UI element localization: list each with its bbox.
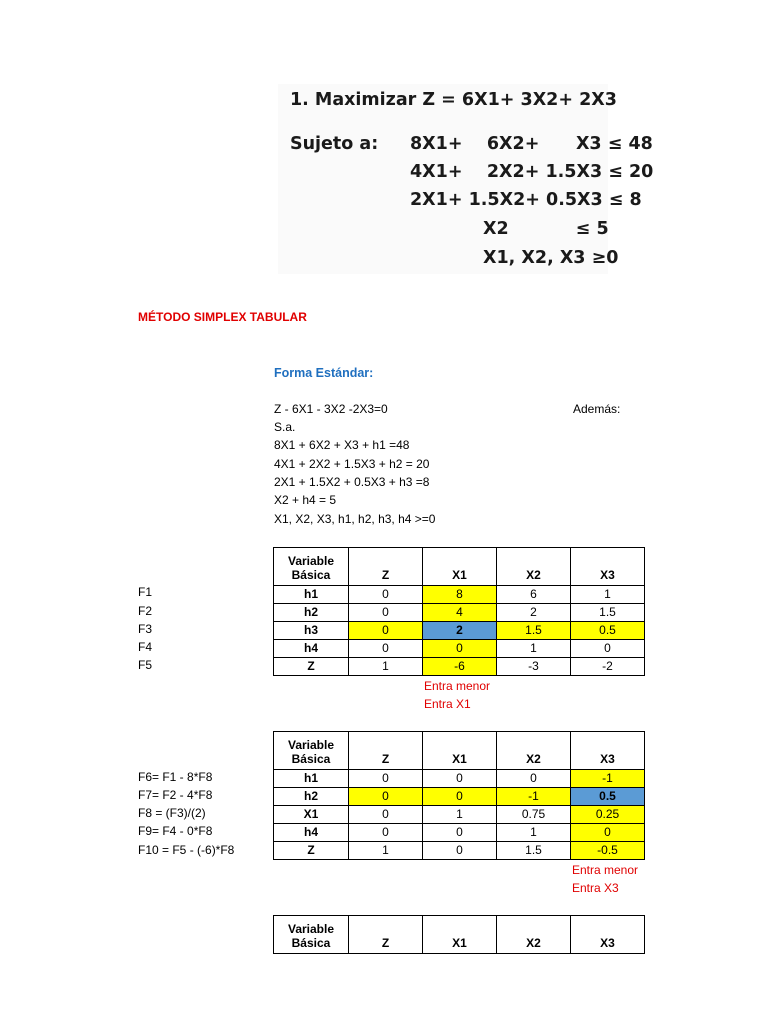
cell: h4	[274, 640, 349, 658]
header-basic-variable	[274, 916, 349, 954]
cell: 0	[497, 770, 571, 788]
cell: 0	[571, 824, 645, 842]
header-x1: X1	[423, 548, 497, 586]
header-z: Z	[349, 916, 423, 954]
table-row	[274, 658, 645, 676]
cell: h1	[274, 586, 349, 604]
cell: -3	[497, 658, 571, 676]
constraint-2: 4X1+ 2X2+ 1.5X3 ≤ 20	[410, 162, 654, 182]
cell: 1.5	[497, 842, 571, 860]
cell: 0	[423, 770, 497, 788]
cell: 0	[349, 788, 423, 806]
entering-note: Entra menor	[424, 679, 491, 693]
cell: -6	[423, 658, 497, 676]
cell: h2	[274, 604, 349, 622]
cell: 6	[497, 586, 571, 604]
pivot-cell: 2	[423, 622, 497, 640]
row-label: F1	[138, 585, 153, 599]
cell: 2	[497, 604, 571, 622]
cell: -0.5	[571, 842, 645, 860]
cell: 0	[423, 824, 497, 842]
table-row	[274, 788, 645, 806]
row-label: F6= F1 - 8*F8	[138, 770, 213, 784]
row-label: F2	[138, 604, 153, 618]
row-label: F9= F4 - 0*F8	[138, 824, 213, 838]
cell: -1	[497, 788, 571, 806]
pivot-cell: 0.5	[571, 788, 645, 806]
entering-variable-note: Entra X3	[572, 881, 619, 895]
constraint-3: 2X1+ 1.5X2+ 0.5X3 ≤ 8	[410, 190, 642, 210]
cell: h2	[274, 788, 349, 806]
simplex-table-2	[273, 731, 645, 860]
cell: 0.25	[571, 806, 645, 824]
cell: Z	[274, 842, 349, 860]
header-x3: X3	[571, 732, 645, 770]
row-label: F7= F2 - 4*F8	[138, 788, 213, 802]
simplex-table-3	[273, 915, 645, 954]
header-basic-line1: Variable	[287, 738, 335, 752]
cell: 0	[349, 604, 423, 622]
problem-statement	[278, 84, 654, 274]
table-row	[274, 586, 645, 604]
cell: 0	[349, 586, 423, 604]
cell: X1	[274, 806, 349, 824]
table-row	[274, 640, 645, 658]
header-x3: X3	[571, 548, 645, 586]
simplex-table-1	[273, 547, 645, 676]
cell: 0.5	[571, 622, 645, 640]
header-basic-line1: Variable	[287, 922, 335, 936]
cell: 1.5	[497, 622, 571, 640]
cell: -1	[571, 770, 645, 788]
cell: 1	[497, 640, 571, 658]
cell: 1.5	[571, 604, 645, 622]
cell: 1	[349, 658, 423, 676]
cell: h4	[274, 824, 349, 842]
cell: 0	[349, 824, 423, 842]
standard-form-line: Z - 6X1 - 3X2 -2X3=0	[274, 402, 388, 416]
standard-form-title: Forma Estándar:	[274, 366, 374, 380]
non-negativity: X1, X2, X3 ≥0	[483, 248, 619, 268]
row-label: F4	[138, 640, 153, 654]
cell: 0	[349, 806, 423, 824]
table-row	[274, 842, 645, 860]
table-row	[274, 824, 645, 842]
header-x1: X1	[423, 916, 497, 954]
method-title: MÉTODO SIMPLEX TABULAR	[138, 310, 307, 324]
standard-form-line: 2X1 + 1.5X2 + 0.5X3 + h3 =8	[274, 475, 430, 489]
ademas-label: Además:	[573, 402, 621, 416]
header-basic-variable	[274, 732, 349, 770]
header-x3: X3	[571, 916, 645, 954]
header-z: Z	[349, 732, 423, 770]
header-z: Z	[349, 548, 423, 586]
constraint-4: X2 ≤ 5	[483, 219, 609, 239]
cell: 0	[423, 842, 497, 860]
table-row	[274, 770, 645, 788]
cell: 1	[497, 824, 571, 842]
entering-note: Entra menor	[572, 863, 639, 877]
standard-form-line: 8X1 + 6X2 + X3 + h1 =48	[274, 438, 410, 452]
cell: 0	[423, 788, 497, 806]
row-label: F10 = F5 - (-6)*F8	[138, 843, 235, 857]
table-row	[274, 806, 645, 824]
header-basic-line2: Básica	[291, 752, 331, 766]
cell: 0	[423, 640, 497, 658]
header-basic-line2: Básica	[291, 568, 331, 582]
constraint-1: 8X1+ 6X2+ X3 ≤ 48	[410, 134, 653, 154]
header-x2: X2	[497, 548, 571, 586]
header-basic-line1: Variable	[287, 554, 335, 568]
standard-form-line: 4X1 + 2X2 + 1.5X3 + h2 = 20	[274, 457, 430, 471]
cell: h3	[274, 622, 349, 640]
table-header-row	[274, 548, 645, 586]
cell: 4	[423, 604, 497, 622]
entering-variable-note: Entra X1	[424, 697, 471, 711]
standard-form-line: S.a.	[274, 420, 296, 434]
header-basic-line2: Básica	[291, 936, 331, 950]
cell: 1	[423, 806, 497, 824]
cell: -2	[571, 658, 645, 676]
cell: 0	[349, 640, 423, 658]
cell: 8	[423, 586, 497, 604]
subject-to-label: Sujeto a:	[290, 134, 379, 154]
cell: 1	[571, 586, 645, 604]
cell: 0	[571, 640, 645, 658]
cell: h1	[274, 770, 349, 788]
cell: 0.75	[497, 806, 571, 824]
table-row	[274, 604, 645, 622]
row-label: F3	[138, 622, 153, 636]
header-x2: X2	[497, 732, 571, 770]
header-basic-variable	[274, 548, 349, 586]
header-x2: X2	[497, 916, 571, 954]
row-label: F8 = (F3)/(2)	[138, 806, 206, 820]
objective-line: 1. Maximizar Z = 6X1+ 3X2+ 2X3	[290, 90, 617, 110]
standard-form-line: X1, X2, X3, h1, h2, h3, h4 >=0	[274, 512, 436, 526]
header-x1: X1	[423, 732, 497, 770]
cell: 0	[349, 622, 423, 640]
row-label: F5	[138, 658, 153, 672]
table-header-row	[274, 916, 645, 954]
table-header-row	[274, 732, 645, 770]
cell: 1	[349, 842, 423, 860]
table-row	[274, 622, 645, 640]
cell: Z	[274, 658, 349, 676]
standard-form-line: X2 + h4 = 5	[274, 493, 337, 507]
cell: 0	[349, 770, 423, 788]
